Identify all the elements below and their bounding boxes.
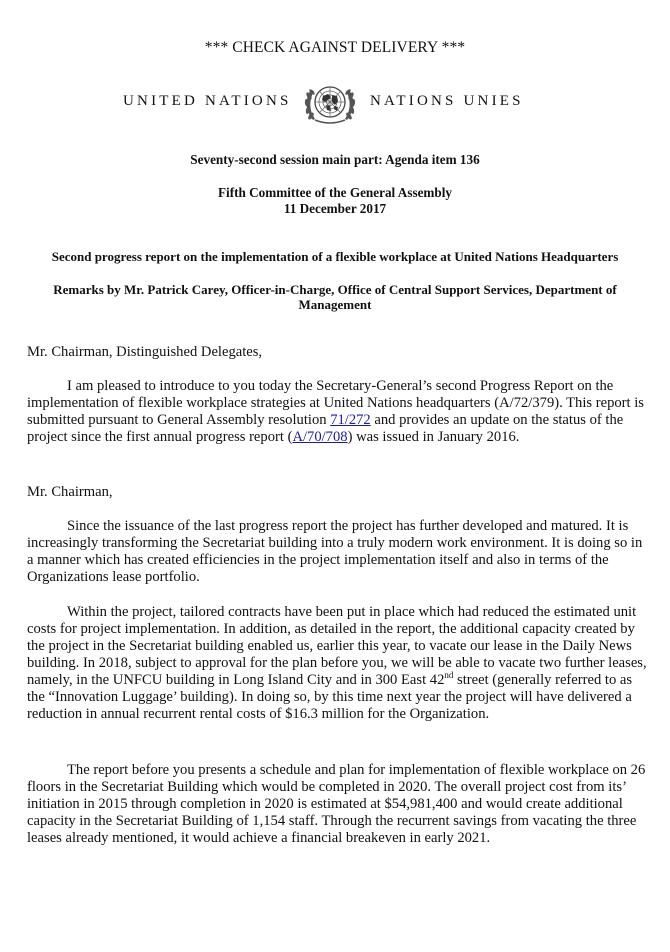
paragraph-4-text: The report before you presents a schedule and plan for implementation of flexible workplace on 26 floors in the Secretariat Building which would be completed in 2020. The overall project cost from its’ initiation in 2015 through completion in 2020 is estimated at $54,981,400 and would create additional capacity in the Secretariat Building of 1,154 staff. Through the recurrent savings from vacating the three leases already mentioned, it would achieve a financial breakeven in early 2021. (27, 762, 646, 846)
committee-line: Fifth Committee of the General Assembly (217, 185, 453, 200)
paragraph-1-text-b: and provides an update on the status of the project since the first annual progress report ( (27, 412, 624, 445)
paragraph-4 (27, 762, 647, 847)
org-name-french: NATIONS UNIES (370, 93, 524, 109)
un-emblem-icon (301, 78, 359, 128)
resolution-71-272-link[interactable]: 71/272 (330, 412, 371, 428)
org-name-english: UNITED NATIONS (123, 93, 292, 109)
session-line: Seventy-second session main part: Agenda item 136 (190, 152, 480, 167)
paragraph-1-text-c: ) was issued in January 2016. (347, 429, 520, 445)
salutation-2: Mr. Chairman, (27, 484, 113, 500)
salutation-1: Mr. Chairman, Distinguished Delegates, (27, 344, 263, 360)
report-title: Second progress report on the implementation of a flexible workplace at United Nations Headquarters (51, 249, 619, 264)
remarks-line-1: Remarks by Mr. Patrick Carey, Officer-in-Charge, Office of Central Support Services, Department of (53, 282, 617, 297)
paragraph-3-text-b: street (generally referred to as the “Innovation Luggage’ building). In doing so, by this time next year the project will have delivered a reduction in annual recurrent rental costs of $16.3 million for the Organization. (27, 672, 633, 722)
paragraph-3-text-a: Within the project, tailored contracts have been put in place which had reduced the estimated unit costs for project implementation. In addition, as detailed in the report, the additional capacity created by the project in the Secretariat building enabled us, earlier this year, to vacate our lease in the Daily News building. In 2018, subject to approval for the plan before you, we will be able to vacate two further leases, namely, in the UNFCU building in Long Island City and in 300 East 42 (27, 604, 647, 688)
paragraph-1-text-a: I am pleased to introduce to you today the Secretary-General’s second Progress Report on the implementation of flexible workplace strategies at United Nations headquarters (A/72/379). This report is submitted pursuant to General Assembly resolution (27, 378, 644, 428)
paragraph-2-text: Since the issuance of the last progress report the project has further developed and matured. It is increasingly transforming the Secretariat building into a truly modern work environment. It is doing so in a manner which has created efficiencies in the project implementation itself and also in terms of the Organizations lease portfolio. (27, 518, 643, 585)
paragraph-1 (27, 378, 647, 446)
remarks-line-2: Management (298, 297, 372, 312)
check-against-delivery: *** CHECK AGAINST DELIVERY *** (204, 39, 466, 56)
paragraph-2 (27, 518, 647, 586)
ordinal-superscript: nd (444, 670, 454, 680)
report-a-70-708-link[interactable]: A/70/708 (292, 429, 348, 445)
paragraph-3 (27, 604, 647, 723)
letterhead (0, 78, 670, 130)
date-line: 11 December 2017 (283, 201, 387, 216)
